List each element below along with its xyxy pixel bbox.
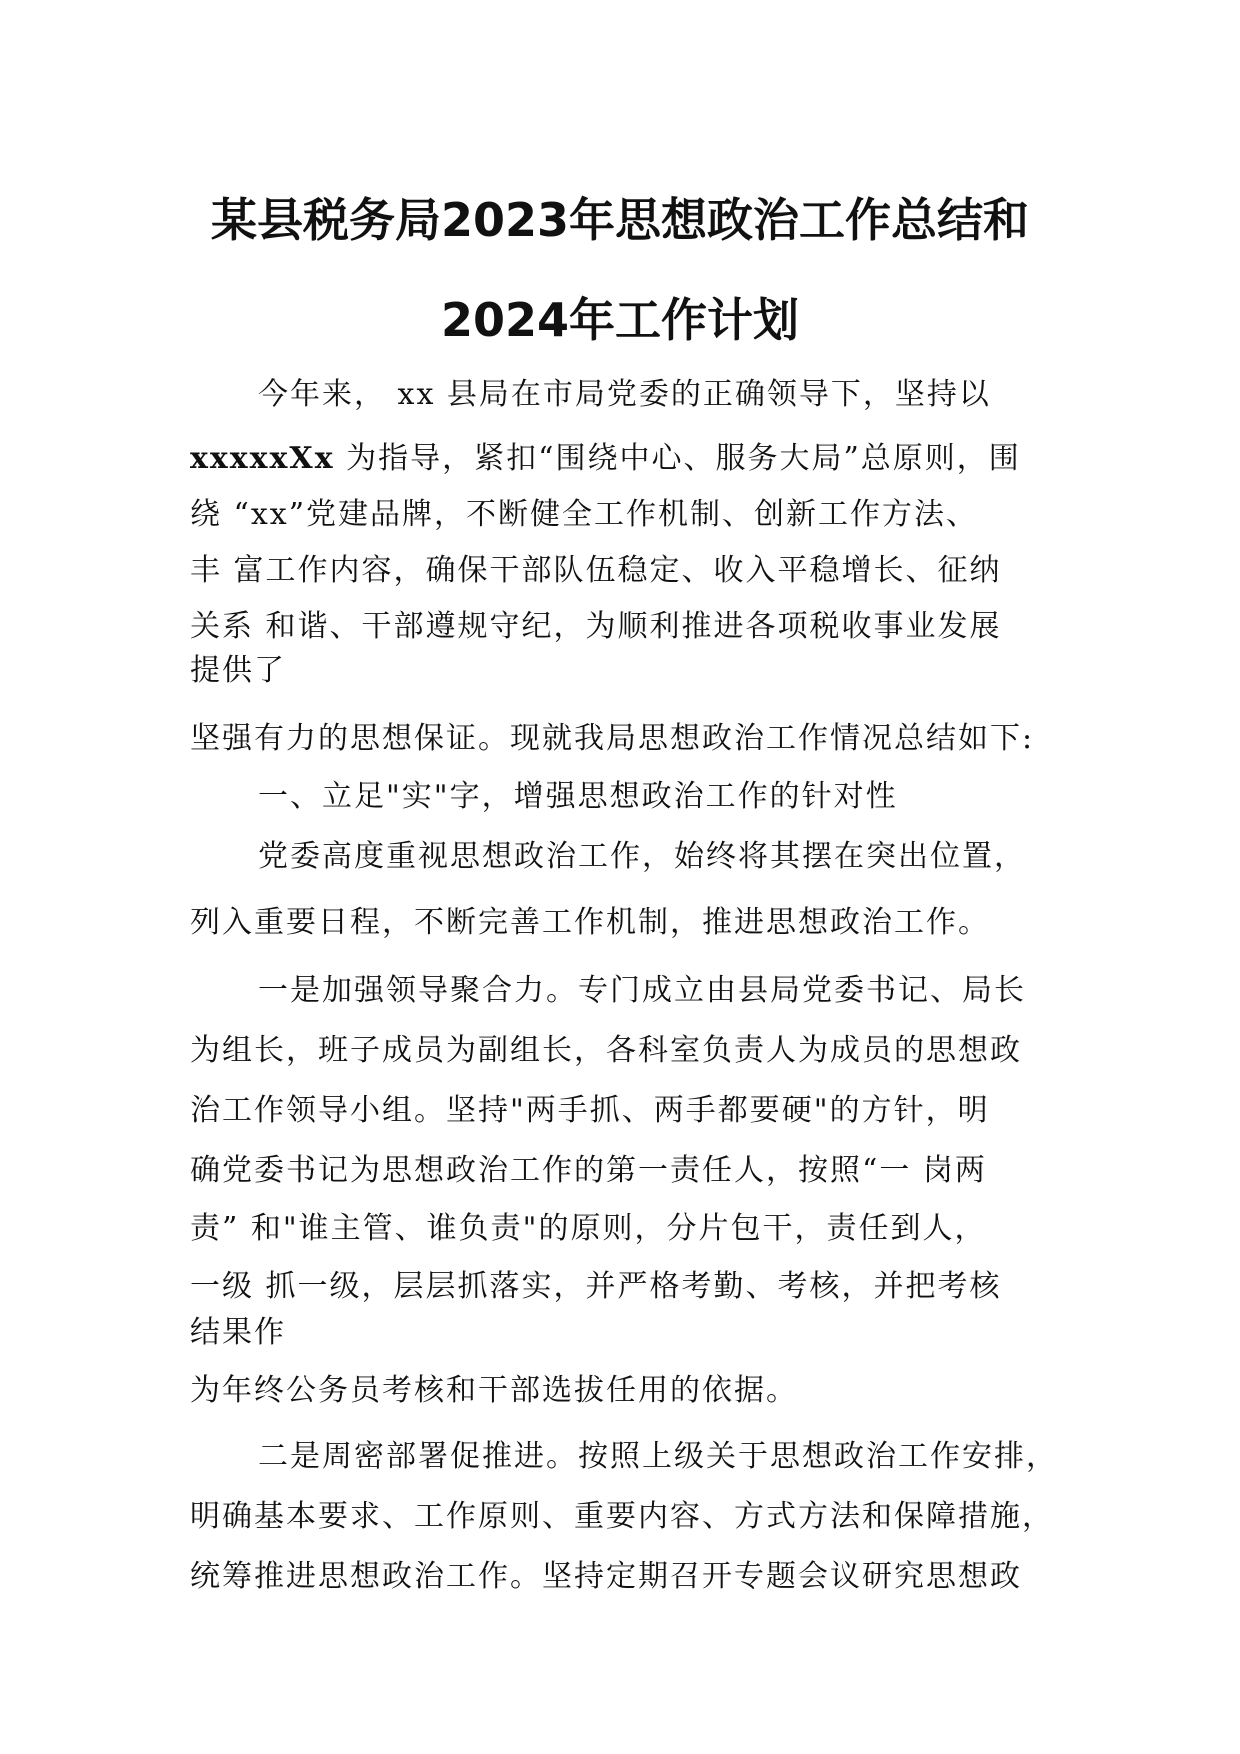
body-line: 为年终公务员考核和干部选拔任用的依据。 xyxy=(190,1373,798,1408)
body-line: 为组长，班子成员为副组长，各科室负责人为成员的思想政 xyxy=(190,1033,1022,1068)
body-line xyxy=(190,438,1021,480)
body-line: 丰 富工作内容，确保干部队伍稳定、收入平稳增长、征纳 xyxy=(190,553,1002,588)
body-text: 为指导，紧扣“围绕中心、服务大局”总原则，围 xyxy=(334,441,1021,476)
body-line: 列入重要日程，不断完善工作机制，推进思想政治工作。 xyxy=(190,905,990,940)
bold-text: xxxxxXx xyxy=(190,441,335,476)
document-title-line-1: 某县税务局2023年思想政治工作总结和 xyxy=(210,193,1030,247)
body-line: 一级 抓一级，层层抓落实，并严格考勤、考核，并把考核 xyxy=(190,1269,1002,1304)
section-heading: 一、立足"实"字，增强思想政治工作的针对性 xyxy=(258,779,898,814)
body-line: 绕 “xx”党建品牌，不断健全工作机制、创新工作方法、 xyxy=(190,497,979,532)
body-line: 关系 和谐、干部遵规守纪，为顺利推进各项税收事业发展 xyxy=(190,609,1002,644)
body-line: 坚强有力的思想保证。现就我局思想政治工作情况总结如下: xyxy=(190,721,1035,756)
body-line: 结果作 xyxy=(190,1315,286,1350)
body-line: 二是周密部署促推进。按照上级关于思想政治工作安排， xyxy=(258,1439,1058,1474)
body-line: 责” 和"谁主管、谁负责"的原则，分片包干，责任到人， xyxy=(190,1211,987,1246)
body-line: 提供了 xyxy=(190,653,286,688)
body-line: 一是加强领导聚合力。专门成立由县局党委书记、局长 xyxy=(258,973,1026,1008)
body-line: 党委高度重视思想政治工作，始终将其摆在突出位置， xyxy=(258,839,1026,874)
body-line: 今年来， xx 县局在市局党委的正确领导下，坚持以 xyxy=(258,377,991,412)
body-line: 确党委书记为思想政治工作的第一责任人，按照“一 岗两 xyxy=(190,1153,987,1188)
body-line: 明确基本要求、工作原则、重要内容、方式方法和保障措施， xyxy=(190,1499,1054,1534)
body-line: 治工作领导小组。坚持"两手抓、两手都要硬"的方针，明 xyxy=(190,1093,990,1128)
body-line: 统筹推进思想政治工作。坚持定期召开专题会议研究思想政 xyxy=(190,1559,1022,1594)
document-title-line-2: 2024年工作计划 xyxy=(440,293,800,347)
